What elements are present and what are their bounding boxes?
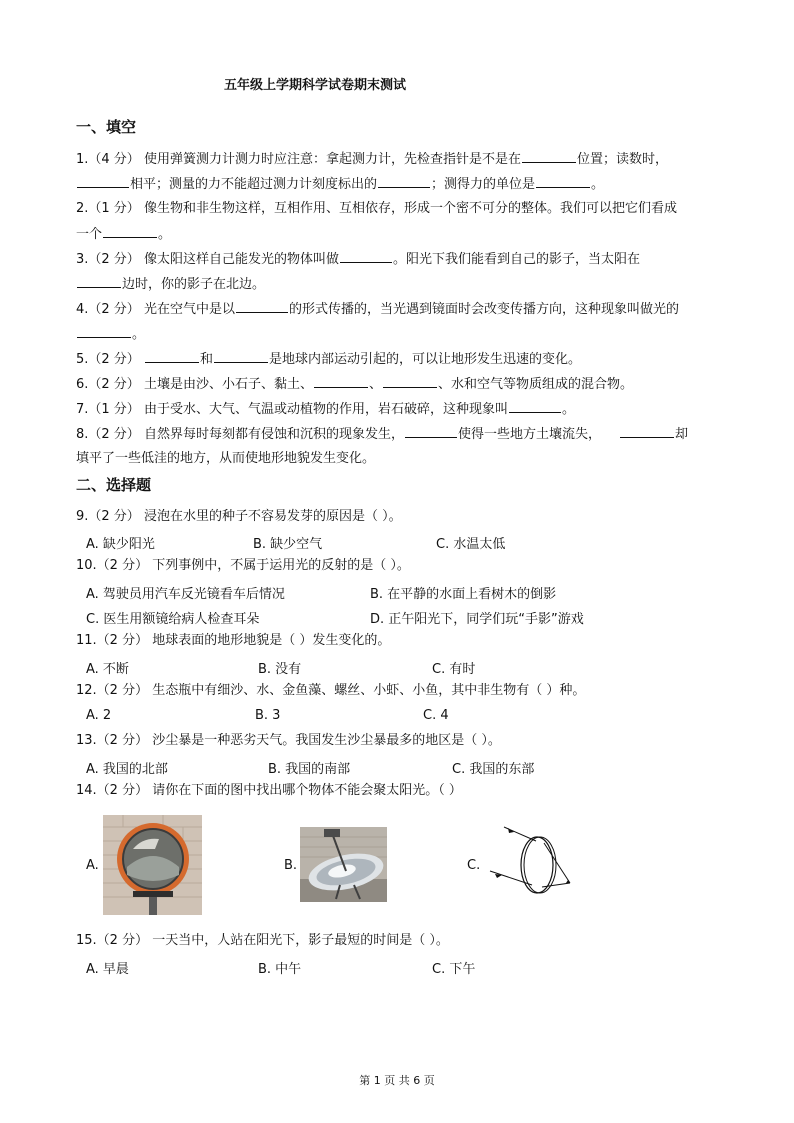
q1-text-e: 。	[591, 177, 605, 192]
q10-option-b[interactable]: B. 在平静的水面上看树木的倒影	[370, 587, 557, 602]
answer-blank[interactable]	[77, 325, 131, 338]
answer-blank[interactable]	[378, 175, 430, 188]
q1-text-d: ；测得力的单位是	[431, 177, 536, 192]
answer-blank[interactable]	[77, 175, 129, 188]
question-3-line-1	[76, 250, 640, 269]
answer-blank[interactable]	[340, 250, 392, 263]
question-2-line-2	[76, 225, 171, 244]
answer-blank[interactable]	[522, 150, 576, 163]
q10-option-a[interactable]: A. 驾驶员用汽车反光镜看车后情况	[86, 587, 285, 602]
question-4-line-1	[76, 300, 679, 319]
q14-option-a-label[interactable]: A.	[86, 858, 99, 873]
answer-blank[interactable]	[214, 350, 268, 363]
q7-text-a: 7.（1 分） 由于受水、大气、气温或动植物的作用，岩石破碎，这种现象叫	[76, 402, 508, 417]
question-7	[76, 400, 575, 419]
section-fill-heading: 一、填空	[76, 118, 137, 136]
q1-text-b: 位置；读数时，	[576, 152, 668, 167]
q14-option-c-label[interactable]: C.	[467, 858, 481, 873]
q6-text-c: 、水和空气等物质组成的混合物。	[437, 377, 633, 392]
q4-text-a: 4.（2 分） 光在空气中是以	[76, 302, 235, 317]
answer-blank[interactable]	[314, 375, 368, 388]
q10-option-c[interactable]: C. 医生用额镜给病人检查耳朵	[86, 612, 260, 627]
q10-option-d[interactable]: D. 正午阳光下，同学们玩“手影”游戏	[370, 612, 584, 627]
question-10-stem: 10.（2 分） 下列事例中，不属于运用光的反射的是（ ）。	[76, 558, 410, 573]
q13-option-a[interactable]: A. 我国的北部	[86, 762, 168, 777]
question-8-line-2	[76, 450, 375, 468]
question-1-line-2	[76, 175, 604, 194]
q5-text-a: 5.（2 分）	[76, 352, 140, 367]
q3-text-b: 。阳光下我们能看到自己的影子，当太阳在	[392, 252, 640, 267]
q8-text-b: 使得一些地方土壤流失，	[457, 427, 601, 442]
q1-text-c: 相平；测量的力不能超过测力计刻度标出的	[130, 177, 378, 192]
solar-cooker-image	[300, 827, 387, 902]
q2-text-a: 2.（1 分） 像生物和非生物这样，互相作用、互相依存，形成一个密不可分的整体。我们可以把它们看成	[76, 201, 677, 216]
q14-option-b-label[interactable]: B.	[284, 858, 298, 873]
q11-option-a[interactable]: A. 不断	[86, 662, 129, 677]
q9-option-a[interactable]: A. 缺少阳光	[86, 537, 155, 552]
q12-option-c[interactable]: C. 4	[423, 708, 449, 723]
page-title: 五年级上学期科学试卷期末测试	[223, 78, 406, 93]
q3-text-c: 边时，你的影子在北边。	[122, 277, 266, 292]
question-13-stem: 13.（2 分） 沙尘暴是一种恶劣天气。我国发生沙尘暴最多的地区是（ ）。	[76, 733, 501, 748]
q9-option-c[interactable]: C. 水温太低	[436, 537, 506, 552]
answer-blank[interactable]	[77, 275, 121, 288]
convex-mirror-image	[103, 815, 202, 915]
question-5	[76, 350, 581, 369]
question-15-stem: 15.（2 分） 一天当中，人站在阳光下，影子最短的时间是（ ）。	[76, 933, 449, 948]
q4-text-c: 。	[132, 327, 146, 342]
q12-option-b[interactable]: B. 3	[255, 708, 281, 723]
q2-text-b: 一个	[76, 227, 103, 242]
question-8-line-1	[76, 425, 688, 444]
q3-text-a: 3.（2 分） 像太阳这样自己能发光的物体叫做	[76, 252, 339, 267]
question-11-stem: 11.（2 分） 地球表面的地形地貌是（ ）发生变化的。	[76, 633, 391, 648]
q13-option-c[interactable]: C. 我国的东部	[452, 762, 535, 777]
answer-blank[interactable]	[620, 425, 674, 438]
question-1-line-1	[76, 150, 668, 169]
q5-text-b: 和	[199, 352, 213, 367]
q8-text-a: 8.（2 分） 自然界每时每刻都有侵蚀和沉积的现象发生，	[76, 427, 404, 442]
answer-blank[interactable]	[536, 175, 590, 188]
q8-text-c: 却	[674, 427, 688, 442]
q2-text-c: 。	[158, 227, 172, 242]
q8-text-d: 填平了一些低洼的地方，从而使地形地貌发生变化。	[76, 451, 376, 466]
lens-ray-diagram	[484, 823, 574, 898]
q12-option-a[interactable]: A. 2	[86, 708, 112, 723]
q13-option-b[interactable]: B. 我国的南部	[268, 762, 351, 777]
q6-text-a: 6.（2 分） 土壤是由沙、小石子、黏土、	[76, 377, 313, 392]
question-9-stem: 9.（2 分） 浸泡在水里的种子不容易发芽的原因是（ ）。	[76, 509, 402, 524]
q9-option-b[interactable]: B. 缺少空气	[253, 537, 323, 552]
page-footer: 第 1 页 共 6 页	[359, 1074, 435, 1087]
q1-text-a: 1.（4 分） 使用弹簧测力计测力时应注意：拿起测力计，先检查指针是不是在	[76, 152, 521, 167]
q7-text-b: 。	[561, 402, 575, 417]
question-2-line-1	[76, 200, 677, 218]
section-choice-heading: 二、选择题	[76, 476, 152, 494]
question-3-line-2	[76, 275, 265, 294]
q11-option-c[interactable]: C. 有时	[432, 662, 476, 677]
answer-blank[interactable]	[509, 400, 561, 413]
q15-option-c[interactable]: C. 下午	[432, 962, 476, 977]
answer-blank[interactable]	[103, 225, 157, 238]
question-14-stem: 14.（2 分） 请你在下面的图中找出哪个物体不能会聚太阳光。（ ）	[76, 783, 462, 798]
answer-blank[interactable]	[236, 300, 288, 313]
q15-option-a[interactable]: A. 早晨	[86, 962, 129, 977]
question-4-line-2	[76, 325, 145, 344]
question-6	[76, 375, 633, 394]
q6-text-b: 、	[368, 377, 382, 392]
question-12-stem: 12.（2 分） 生态瓶中有细沙、水、金鱼藻、螺丝、小虾、小鱼，其中非生物有（ ）种。	[76, 683, 586, 698]
answer-blank[interactable]	[383, 375, 437, 388]
answer-blank[interactable]	[145, 350, 199, 363]
answer-blank[interactable]	[405, 425, 457, 438]
q15-option-b[interactable]: B. 中午	[258, 962, 302, 977]
q11-option-b[interactable]: B. 没有	[258, 662, 302, 677]
q4-text-b: 的形式传播的，当光遇到镜面时会改变传播方向，这种现象叫做光的	[288, 302, 679, 317]
q5-text-c: 是地球内部运动引起的，可以让地形发生迅速的变化。	[268, 352, 581, 367]
